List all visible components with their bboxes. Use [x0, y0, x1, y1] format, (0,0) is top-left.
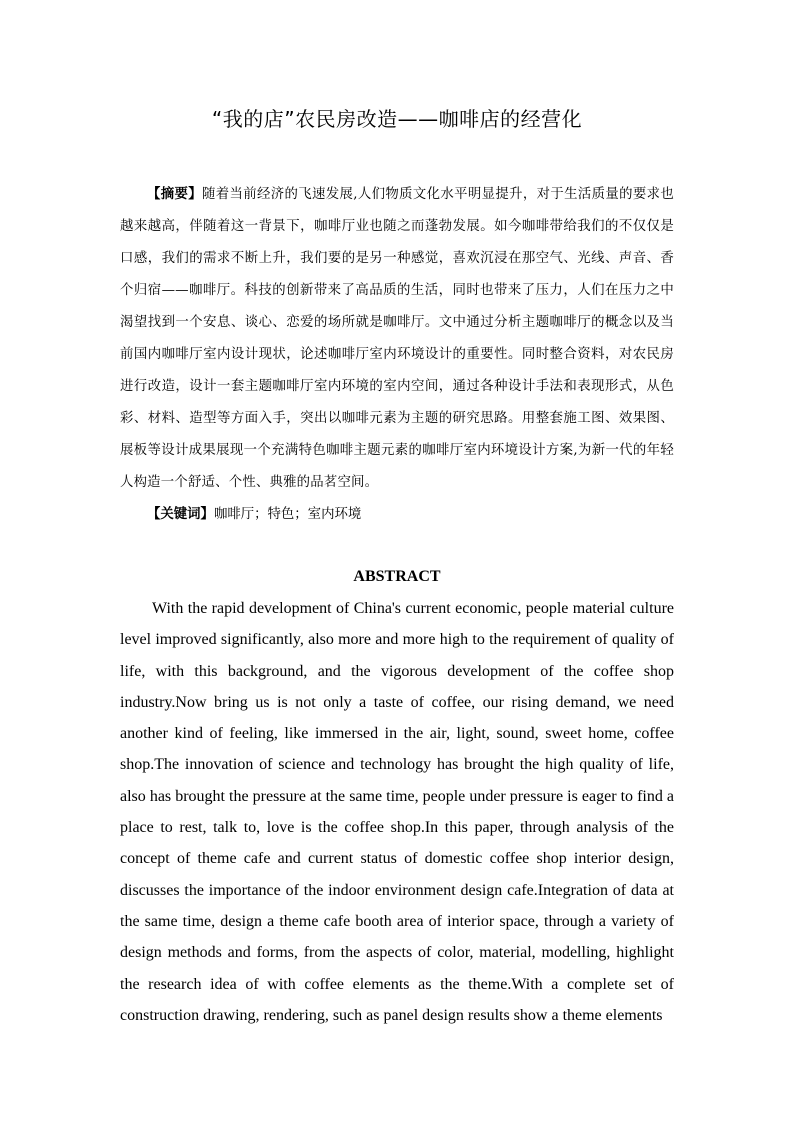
keywords-label: 【关键词】 — [147, 507, 214, 522]
keywords-text: 咖啡厅；特色；室内环境 — [213, 507, 362, 522]
chinese-abstract — [120, 179, 674, 499]
english-abstract-heading: ABSTRACT — [353, 568, 441, 585]
abstract-text: 随着当前经济的飞速发展,人们物质文化水平明显提升，对于生活质量的要求也越来越高，伴随着这一背景下，咖啡厅业也随之而蓬勃发展。如今咖啡带给我们的不仅仅是口感，我们的需求不断上升，我们要的是另一种感觉，喜欢沉浸在那空气、光线、声音、香个归宿——咖啡厅。科技的创新带来了高品质的生活，同时也带来了压力，人们在压力之中渴望找到一个安息、谈心、恋爱的场所就是咖啡厅。文中通过分析主题咖啡厅的概念以及当前国内咖啡厅室内设计现状，论述咖啡厅室内环境设计的重要性。同时整合资料，对农民房进行改造，设计一套主题咖啡厅室内环境的室内空间，通过各种设计手法和表现形式，从色彩、材料、造型等方面入手，突出以咖啡元素为主题的研究思路。用整套施工图、效果图、展板等设计成果展现一个充满特色咖啡主题元素的咖啡厅室内环境设计方案,为新一代的年轻人构造一个舒适、个性、典雅的品茗空间。 — [120, 187, 674, 490]
paper-title: “我的店”农民房改造——咖啡店的经营化 — [211, 107, 583, 131]
chinese-keywords — [120, 499, 674, 531]
english-abstract-text: With the rapid development of China's current economic, people material culture level improved significantly, also more and more high to the requirement of quality of life, with this background, and the vigorous development of the coffee shop industry.Now bring us is not only a taste of coffee, our rising demand, we need another kind of feeling, like immersed in the air, light, sound, sweet home, coffee shop.The innovation of science and technology has brought the high quality of life, also has brought the pressure at the same time, people under pressure is eager to find a place to rest, talk to, love is the coffee shop.In this paper, through analysis of the concept of theme cafe and current status of domestic coffee shop interior design, discusses the importance of the indoor environment design cafe.Integration of data at the same time, design a theme cafe booth area of interior space, through a variety of design methods and forms, from the aspects of color, material, modelling, highlight the research idea of with coffee elements as the theme.With a complete set of construction drawing, rendering, such as panel design results show a theme elements — [120, 600, 674, 1024]
abstract-label: 【摘要】 — [147, 187, 203, 202]
